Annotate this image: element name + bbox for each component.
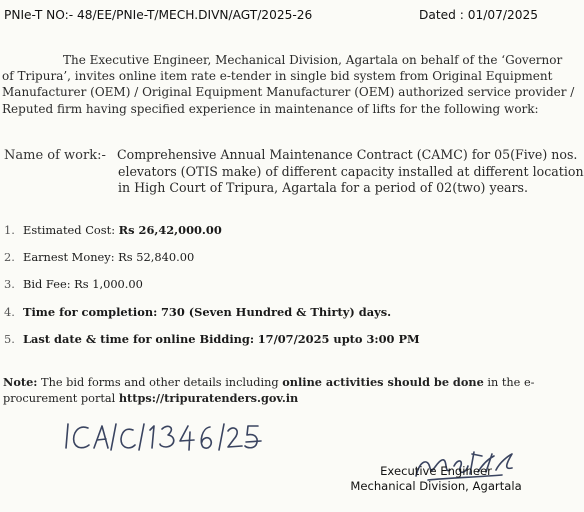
item-value: Rs 26,42,000.00 (118, 223, 222, 237)
item-label: Bid Fee: (23, 277, 71, 291)
item-earnest-money (4, 250, 194, 264)
item-number: 4. (4, 305, 15, 319)
item-label: Last date & time for online Bidding: (23, 332, 255, 346)
intro-paragraph (2, 52, 574, 117)
note-text: in the e- (483, 376, 535, 389)
item-label: Estimated Cost: (23, 223, 116, 237)
name-of-work-label: Name of work:- (4, 148, 106, 163)
item-number: 3. (4, 277, 15, 291)
note-text: procurement portal (3, 391, 119, 405)
note-emphasis: online activities should be done (282, 375, 484, 389)
note-line (3, 391, 534, 407)
item-value: 730 (Seven Hundred & Thirty) days. (160, 305, 392, 319)
item-last-date (4, 332, 420, 346)
reference-number: PNIe-T NO:- 48/EE/PNIe-T/MECH.DIVN/AGT/2025-26 (4, 8, 313, 22)
signatory-designation: Executive Engineer (380, 464, 492, 478)
item-number: 5. (4, 332, 15, 346)
note-paragraph (3, 375, 534, 406)
item-value: Rs 52,840.00 (118, 250, 195, 264)
item-number: 2. (4, 250, 15, 264)
signatory-office: Mechanical Division, Agartala (350, 479, 522, 493)
item-estimated-cost (4, 223, 222, 237)
handwritten-reference (62, 418, 262, 458)
intro-line: The Executive Engineer, Mechanical Division, Agartala on behalf of the ‘Governor (63, 53, 563, 67)
dated-text: Dated : 01/07/2025 (419, 8, 538, 22)
item-label: Time for completion: (23, 305, 158, 319)
work-description (117, 147, 584, 197)
work-line: Comprehensive Annual Maintenance Contract (CAMC) for 05(Five) nos. (117, 147, 578, 162)
item-number: 1. (4, 223, 15, 237)
intro-line: Manufacturer (OEM) / Original Equipment Manufacturer (OEM) authorized service provider / (2, 85, 575, 100)
work-line: in High Court of Tripura, Agartala for a period of 02(two) years. (118, 180, 529, 195)
item-time-for-completion (4, 305, 391, 319)
item-label: Earnest Money: (23, 250, 115, 264)
note-prefix: Note: (3, 375, 38, 389)
portal-link[interactable]: https://tripuratenders.gov.in (118, 390, 299, 405)
item-bid-fee (4, 277, 143, 291)
note-text: The bid forms and other details including (37, 376, 283, 389)
note-line (3, 375, 534, 391)
item-value: Rs 1,000.00 (74, 277, 143, 291)
intro-line: of Tripura’, invites online item rate e-tender in single bid system from Original Equipment (2, 69, 553, 84)
item-value: 17/07/2025 upto 3:00 PM (257, 332, 420, 346)
intro-line: Reputed firm having specified experience in maintenance of lifts for the following work: (2, 101, 539, 116)
work-line: elevators (OTIS make) of different capacity installed at different location (118, 163, 584, 179)
